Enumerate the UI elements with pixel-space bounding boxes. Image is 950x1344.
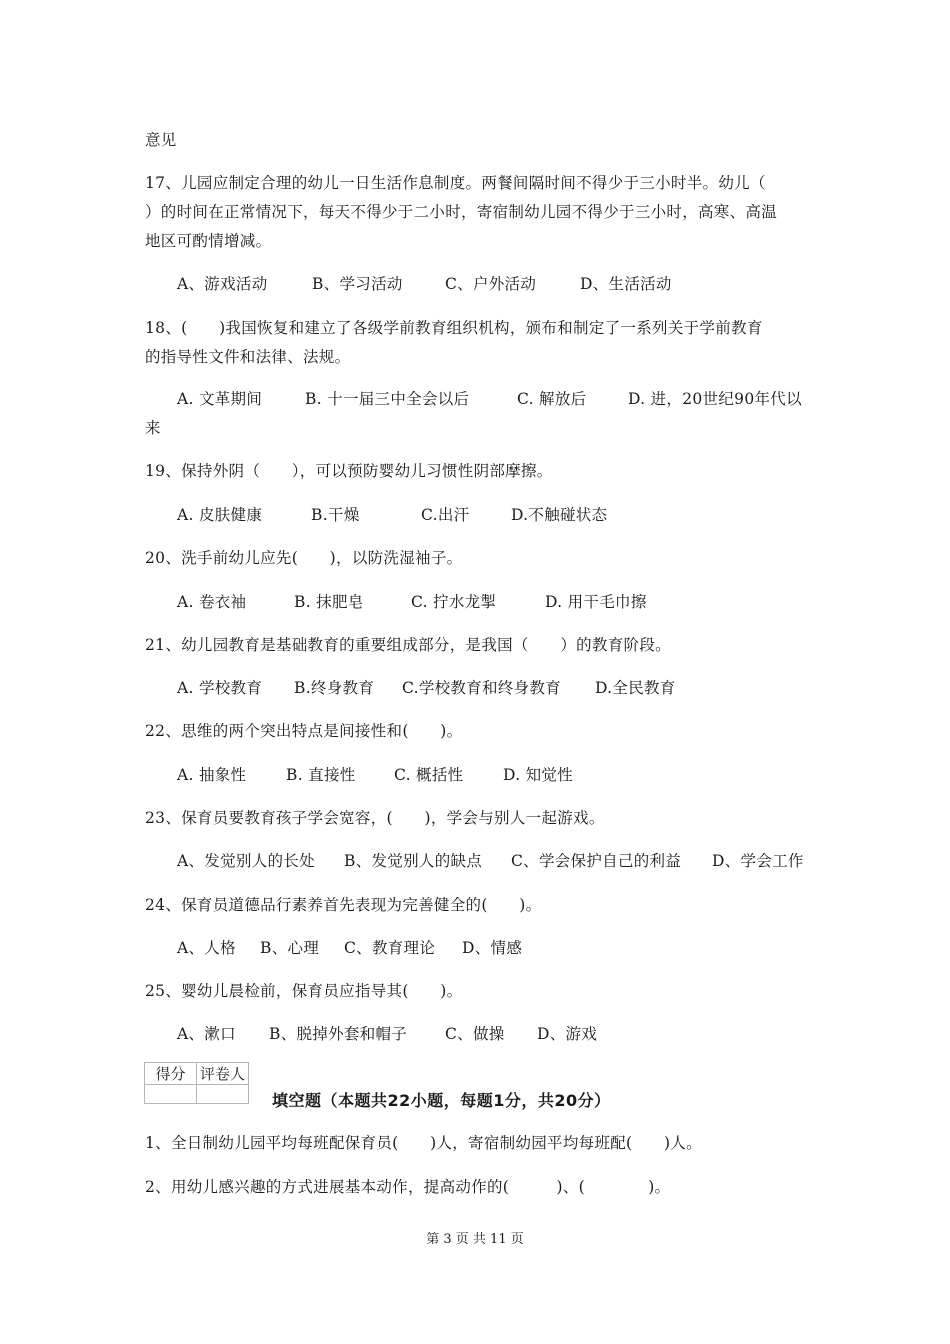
question-18-option-c: C. 解放后 <box>517 390 587 408</box>
question-17-line-1: 17、儿园应制定合理的幼儿一日生活作息制度。两餐间隔时间不得少于三小时半。幼儿（ <box>145 174 766 192</box>
question-18-option-d: D. 进，20世纪90年代以 <box>628 390 802 408</box>
question-20-option-c: C. 拧水龙掣 <box>411 593 497 611</box>
fill-question-1: 1、全日制幼儿园平均每班配保育员( )人，寄宿制幼园平均每班配( )人。 <box>145 1134 702 1152</box>
grader-cell <box>197 1085 249 1104</box>
question-21-option-a: A. 学校教育 <box>177 679 263 697</box>
question-20-option-a: A. 卷衣袖 <box>177 593 247 611</box>
top-fragment: 意见 <box>145 131 177 149</box>
question-18-option-b: B. 十一届三中全会以后 <box>305 390 470 408</box>
question-21-option-c: C.学校教育和终身教育 <box>402 679 562 697</box>
question-17-option-d: D、生活活动 <box>580 275 672 293</box>
page-footer: 第 3 页 共 11 页 <box>426 1232 524 1247</box>
question-24-option-b: B、心理 <box>260 939 320 957</box>
question-23-line-1: 23、保育员要教育孩子学会宽容，( )，学会与别人一起游戏。 <box>145 809 605 827</box>
question-21-option-b: B.终身教育 <box>294 679 375 697</box>
question-23-option-a: A、发觉别人的长处 <box>177 852 315 870</box>
question-17-line-3: 地区可酌情增减。 <box>145 232 272 250</box>
question-20-option-d: D. 用干毛巾擦 <box>545 593 647 611</box>
question-21-line-1: 21、幼儿园教育是基础教育的重要组成部分，是我国（ ）的教育阶段。 <box>145 636 671 654</box>
question-24-option-c: C、教育理论 <box>344 939 436 957</box>
question-20-option-b: B. 抹肥皂 <box>294 593 364 611</box>
question-25-option-c: C、做操 <box>445 1025 505 1043</box>
question-19-option-b: B.干燥 <box>311 506 360 524</box>
score-cell <box>145 1085 197 1104</box>
question-22-line-1: 22、思维的两个突出特点是间接性和( )。 <box>145 722 463 740</box>
question-21-option-d: D.全民教育 <box>595 679 676 697</box>
question-17-option-a: A、游戏活动 <box>177 275 268 293</box>
question-25-option-a: A、漱口 <box>177 1025 236 1043</box>
question-25-option-d: D、游戏 <box>537 1025 598 1043</box>
section-title: 填空题（本题共22小题，每题1分，共20分） <box>272 1091 611 1110</box>
question-19-option-a: A. 皮肤健康 <box>177 506 263 524</box>
question-17-line-2: ）的时间在正常情况下，每天不得少于二小时，寄宿制幼儿园不得少于三小时，高寒、高温 <box>145 203 778 221</box>
question-18-option-wrap: 来 <box>145 419 161 437</box>
question-22-option-c: C. 概括性 <box>394 766 464 784</box>
question-17-option-c: C、户外活动 <box>445 275 537 293</box>
question-18-option-a: A. 文革期间 <box>177 390 263 408</box>
question-23-option-d: D、学会工作 <box>712 852 804 870</box>
question-19-option-c: C.出汗 <box>421 506 470 524</box>
question-24-line-1: 24、保育员道德品行素养首先表现为完善健全的( )。 <box>145 896 542 914</box>
question-22-option-a: A. 抽象性 <box>177 766 247 784</box>
score-header: 得分 <box>145 1063 197 1085</box>
question-19-line-1: 19、保持外阴（ ），可以预防婴幼儿习惯性阴部摩擦。 <box>145 462 553 480</box>
fill-question-2: 2、用幼儿感兴趣的方式进展基本动作，提高动作的( )、( )。 <box>145 1178 671 1196</box>
question-25-line-1: 25、婴幼儿晨检前，保育员应指导其( )。 <box>145 982 463 1000</box>
question-18-line-1: 18、( )我国恢复和建立了各级学前教育组织机构，颁布和制定了一系列关于学前教育 <box>145 319 763 337</box>
question-22-option-d: D. 知觉性 <box>503 766 574 784</box>
question-24-option-a: A、人格 <box>177 939 236 957</box>
question-25-option-b: B、脱掉外套和帽子 <box>269 1025 408 1043</box>
question-22-option-b: B. 直接性 <box>286 766 356 784</box>
question-24-option-d: D、情感 <box>462 939 523 957</box>
question-20-line-1: 20、洗手前幼儿应先( )，以防洗湿袖子。 <box>145 549 463 567</box>
question-23-option-b: B、发觉别人的缺点 <box>344 852 483 870</box>
grader-header: 评卷人 <box>197 1063 249 1085</box>
score-table <box>144 1062 249 1104</box>
question-17-option-b: B、学习活动 <box>312 275 403 293</box>
question-23-option-c: C、学会保护自己的利益 <box>511 852 682 870</box>
question-19-option-d: D.不触碰状态 <box>511 506 608 524</box>
question-18-line-2: 的指导性文件和法律、法规。 <box>145 348 351 366</box>
